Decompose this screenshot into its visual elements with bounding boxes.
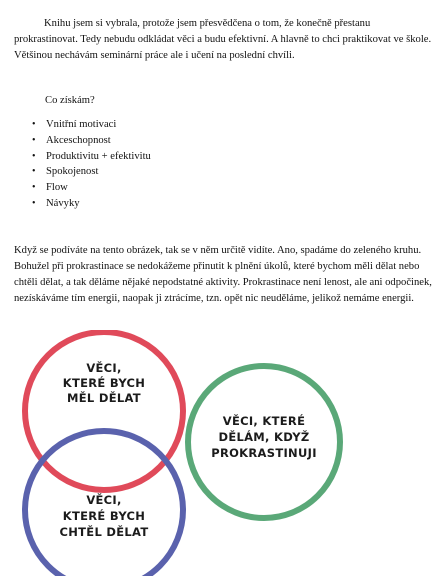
green-circle-label	[211, 413, 317, 460]
list-item: • Návyky	[32, 196, 151, 212]
benefits-list	[32, 117, 151, 212]
red-circle-label	[63, 360, 145, 405]
blue-label-line: VĚCI,	[86, 493, 122, 507]
benefits-question: Co získám?	[45, 95, 95, 106]
venn-diagram	[0, 330, 443, 576]
blue-circle-label	[60, 492, 149, 539]
green-label-line: PROKRASTINUJI	[211, 446, 317, 460]
explanation-paragraph: Když se podíváte na tento obrázek, tak se v něm určitě vidíte. Ano, spadáme do zeleného kruhu. Bohužel při prokrastinace se nedokážeme přinutit k plnění úkolů, které bychom měli dělat nebo chtěli dělat, a tak děláme nějaké nepodstatné aktivity. Prokrastinace není lenost, ale ani odpočinek, nezískáváme tím energii, naopak ji ztrácíme, tzn. opět nic neuděláme, jelikož nemáme energii.	[14, 245, 432, 304]
red-label-line: VĚCI,	[86, 361, 122, 375]
red-circle	[25, 332, 183, 490]
blue-label-line: CHTĚL DĚLAT	[59, 525, 149, 539]
list-item: • Vnitřní motivaci	[32, 117, 151, 133]
blue-label-line: KTERÉ BYCH	[62, 509, 146, 523]
list-item: • Spokojenost	[32, 164, 151, 180]
green-label-line: DĚLÁM, KDYŽ	[218, 430, 310, 444]
red-label-line: KTERÉ BYCH	[62, 376, 146, 390]
list-item: • Produktivitu + efektivitu	[32, 149, 151, 165]
intro-paragraph: Knihu jsem si vybrala, protože jsem přesvědčena o tom, že konečně přestanu prokrastinovat. Tedy nebudu odkládat věci a budu efektivní. A hlavně to chci praktikovat ve škole. Většinou nechávám seminární práce ale i učení na poslední chvíli.	[14, 18, 432, 61]
red-label-line: MĚL DĚLAT	[67, 391, 141, 405]
list-item: • Flow	[32, 180, 151, 196]
green-label-line: VĚCI, KTERÉ	[222, 414, 306, 428]
list-item: • Akceschopnost	[32, 133, 151, 149]
